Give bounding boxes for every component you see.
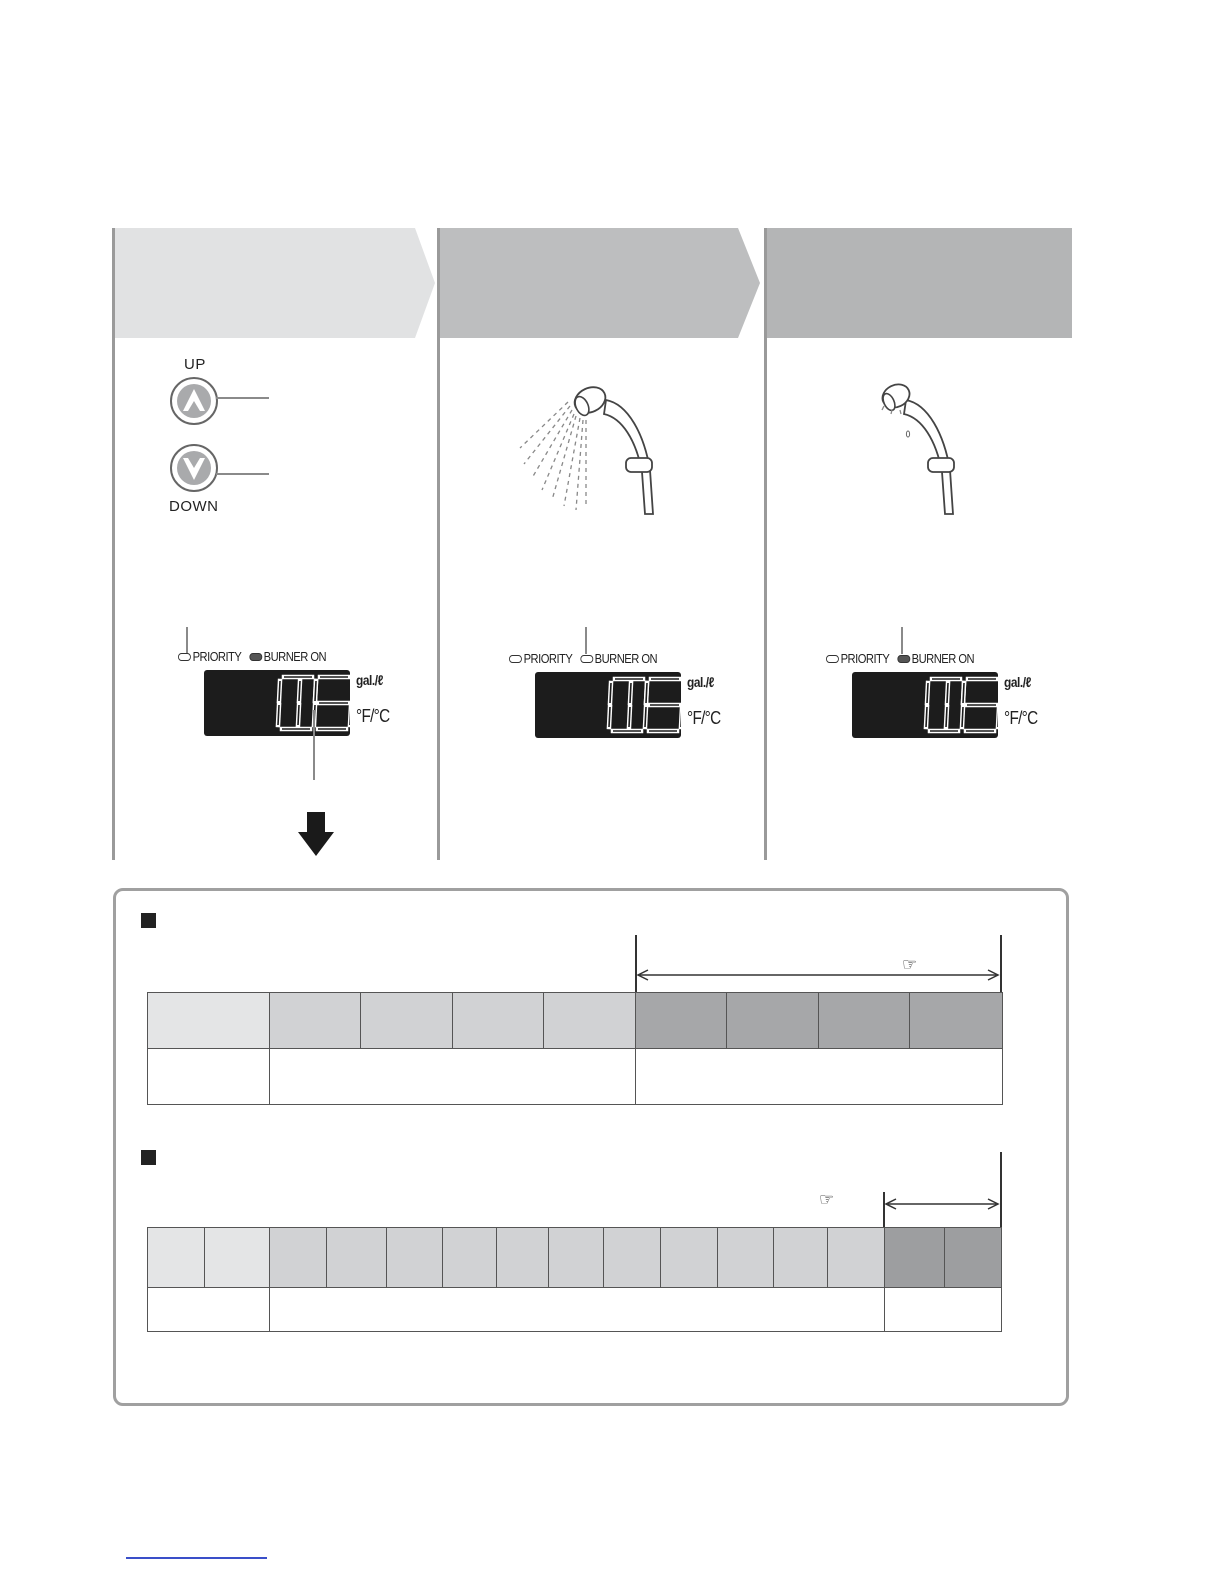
table-cell <box>604 1228 660 1288</box>
down-button-leader <box>216 473 269 475</box>
priority-lamp-icon <box>509 655 522 663</box>
table-cell <box>819 993 910 1049</box>
reference-hand-icon: ☞ <box>902 955 918 974</box>
table-row-label <box>148 1288 270 1332</box>
section1-table <box>147 992 1003 1105</box>
table-cell <box>361 993 453 1049</box>
table-cell <box>453 993 544 1049</box>
section2-table <box>147 1227 1002 1332</box>
table-cell <box>884 1228 944 1288</box>
section1-range-tick-left <box>635 935 637 993</box>
table-cell <box>944 1228 1001 1288</box>
priority-label: PRIORITY <box>840 651 890 667</box>
down-flow-arrow-icon <box>298 812 334 856</box>
burner-on-label: BURNER ON <box>263 649 327 665</box>
table-cell <box>270 1288 885 1332</box>
burner-on-lamp-icon <box>580 655 593 663</box>
section1-range-arrow <box>636 968 1000 982</box>
down-arrow-icon <box>172 446 216 490</box>
table-cell <box>717 1228 773 1288</box>
step3-header <box>767 228 1072 338</box>
table-cell <box>327 1228 387 1288</box>
temperature-digits <box>852 672 998 738</box>
footer-link-underline[interactable] <box>126 1557 267 1559</box>
display-panel-step1 <box>178 648 398 758</box>
temperature-display <box>852 672 998 738</box>
table-cell <box>443 1228 497 1288</box>
table-cell <box>910 993 1003 1049</box>
priority-label: PRIORITY <box>523 651 573 667</box>
priority-lamp-icon <box>178 653 191 661</box>
table-cell <box>544 993 636 1049</box>
section2-bullet <box>141 1150 156 1165</box>
table-cell <box>497 1228 549 1288</box>
table-header-cell <box>148 993 270 1049</box>
up-button[interactable] <box>170 377 218 425</box>
flow-unit-label: gal./ℓ <box>356 672 384 688</box>
table-header-cell <box>148 1228 205 1288</box>
reference-hand-icon: ☞ <box>819 1190 835 1209</box>
table-cell <box>270 1228 327 1288</box>
display-panel-step2 <box>509 650 729 760</box>
temperature-digits <box>535 672 681 738</box>
table-cell <box>387 1228 443 1288</box>
flow-unit-label: gal./ℓ <box>687 674 715 690</box>
burner-indicator-leader-step2 <box>585 627 587 654</box>
section1-range-tick-right <box>1000 935 1002 993</box>
burner-on-label: BURNER ON <box>594 651 658 667</box>
temperature-digits <box>204 670 350 736</box>
table-header-cell <box>205 1228 270 1288</box>
priority-indicator-leader <box>186 627 188 653</box>
table-cell <box>773 1228 827 1288</box>
priority-label: PRIORITY <box>192 649 242 665</box>
table-cell <box>884 1288 1001 1332</box>
section2-range-arrow <box>884 1197 1000 1211</box>
display-panel-step3 <box>826 650 1046 760</box>
table-cell <box>827 1228 884 1288</box>
temperature-unit-label: °F/°C <box>687 708 721 728</box>
section1-bullet <box>141 913 156 928</box>
table-row-label <box>148 1049 270 1105</box>
burner-on-lamp-icon <box>897 655 910 663</box>
temperature-display <box>535 672 681 738</box>
temperature-unit-label: °F/°C <box>1004 708 1038 728</box>
section2-range-tick-right <box>1000 1152 1002 1228</box>
up-arrow-icon <box>172 379 216 423</box>
shower-spray-icon <box>510 378 670 518</box>
table-cell <box>270 1049 636 1105</box>
temperature-unit-label: °F/°C <box>356 706 390 726</box>
table-cell <box>636 1049 1003 1105</box>
table-cell <box>270 993 361 1049</box>
burner-on-lamp-icon <box>249 653 262 661</box>
up-button-leader <box>216 397 269 399</box>
shower-drip-icon <box>870 378 980 518</box>
burner-on-label: BURNER ON <box>911 651 975 667</box>
temperature-display <box>204 670 350 736</box>
table-cell <box>660 1228 717 1288</box>
table-cell <box>727 993 819 1049</box>
down-button[interactable] <box>170 444 218 492</box>
table-cell <box>549 1228 604 1288</box>
priority-lamp-icon <box>826 655 839 663</box>
burner-indicator-leader-step3 <box>901 627 903 654</box>
table-cell <box>636 993 727 1049</box>
indicator-lamps <box>178 648 331 664</box>
down-label: DOWN <box>169 498 219 515</box>
step1-header <box>115 228 437 338</box>
temperature-readout-leader <box>313 710 315 780</box>
step2-header <box>440 228 764 338</box>
flow-unit-label: gal./ℓ <box>1004 674 1032 690</box>
up-label: UP <box>184 356 206 373</box>
